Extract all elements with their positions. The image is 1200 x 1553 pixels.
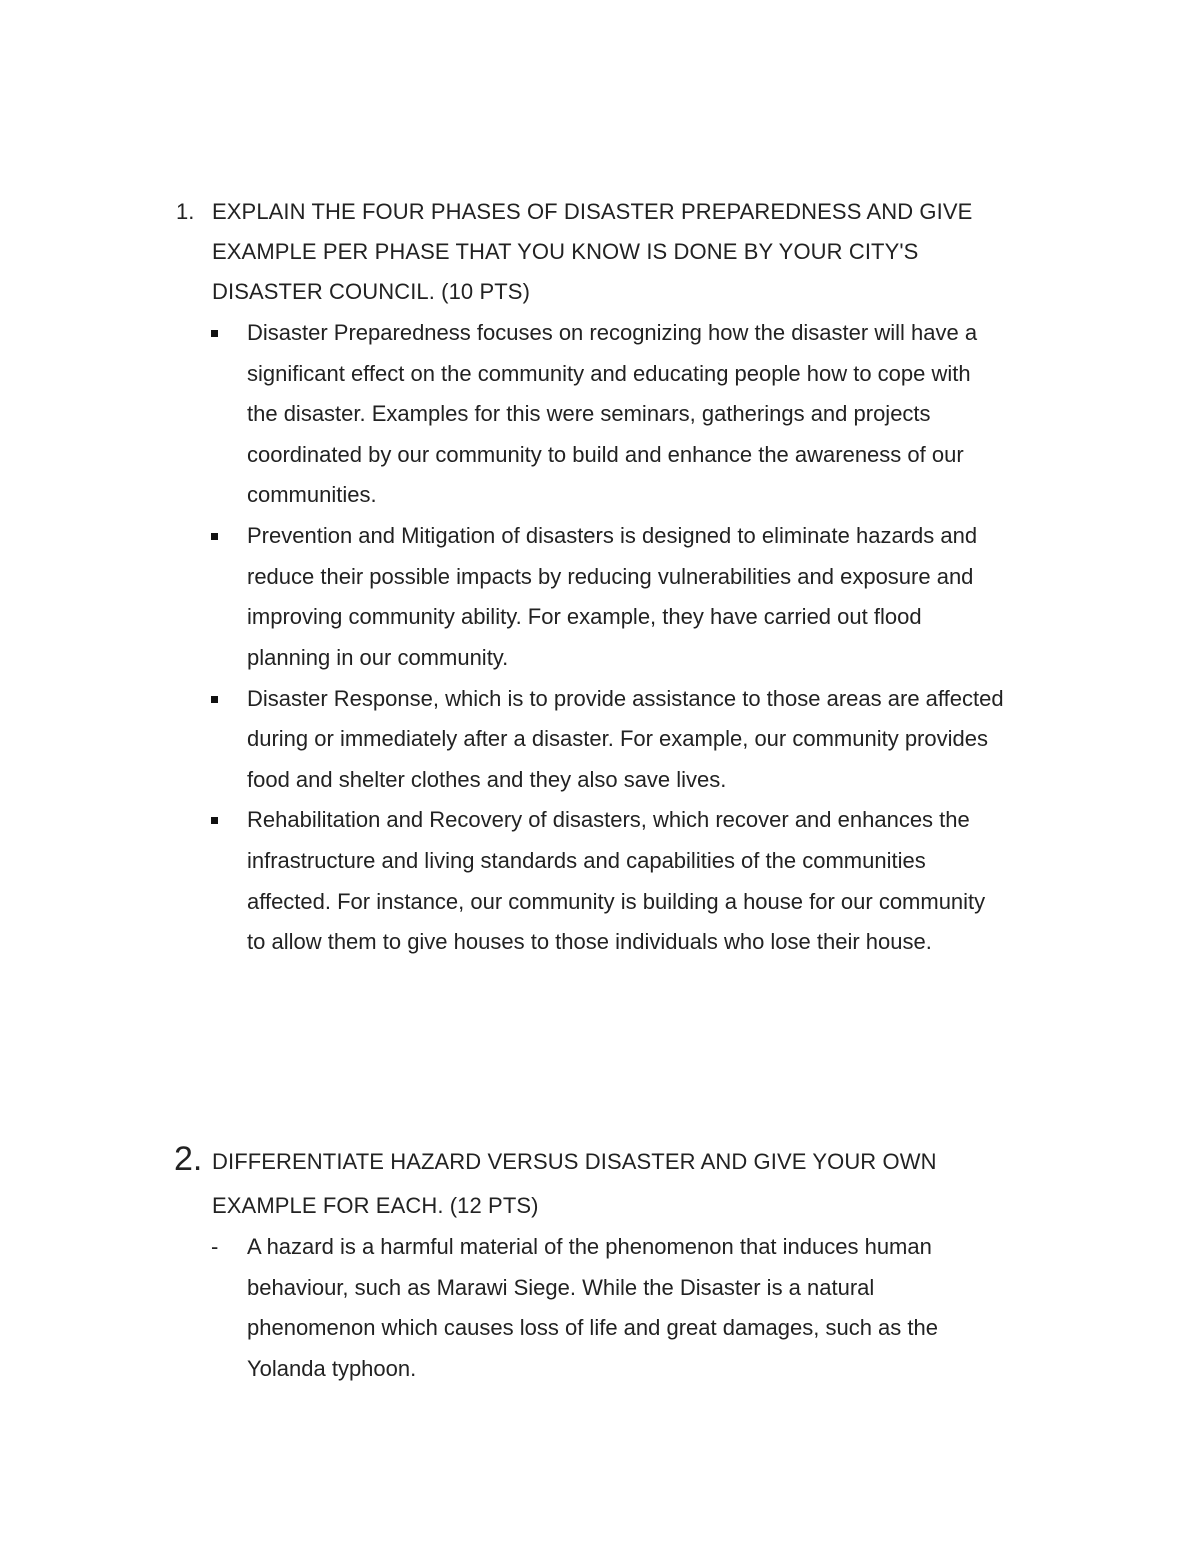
square-bullet-icon (211, 817, 218, 824)
question-1-line: EXPLAIN THE FOUR PHASES OF DISASTER PREPAREDNESS AND GIVE (212, 199, 973, 224)
bullet-1-line: significant effect on the community and educating people how to cope with (247, 361, 971, 386)
bullet-2-line: reduce their possible impacts by reducing vulnerabilities and exposure and (247, 564, 974, 589)
question-1-number: 1. (176, 199, 195, 224)
bullet-2-line: Prevention and Mitigation of disasters is designed to eliminate hazards and (247, 523, 978, 548)
square-bullet-icon (211, 696, 218, 703)
bullet-4-line: infrastructure and living standards and capabilities of the communities (247, 848, 926, 873)
bullet-3-line: during or immediately after a disaster. For example, our community provides (247, 726, 988, 751)
bullet-2-line: improving community ability. For example, they have carried out flood (247, 604, 922, 629)
bullet-3-line: food and shelter clothes and they also save lives. (247, 767, 727, 792)
question-2-line: DIFFERENTIATE HAZARD VERSUS DISASTER AND GIVE YOUR OWN (212, 1149, 937, 1174)
question-1-line: DISASTER COUNCIL. (10 PTS) (212, 279, 530, 304)
square-bullet-icon (211, 330, 218, 337)
bullet-4-line: to allow them to give houses to those individuals who lose their house. (247, 929, 932, 954)
bullet-1-line: the disaster. Examples for this were seminars, gatherings and projects (247, 401, 931, 426)
answer-2-line: phenomenon which causes loss of life and great damages, such as the (247, 1315, 938, 1340)
bullet-1-line: Disaster Preparedness focuses on recognizing how the disaster will have a (247, 320, 978, 345)
bullet-3-line: Disaster Response, which is to provide assistance to those areas are affected (247, 686, 1004, 711)
bullet-4-line: affected. For instance, our community is building a house for our community (247, 889, 986, 914)
question-2-line: EXAMPLE FOR EACH. (12 PTS) (212, 1193, 539, 1218)
answer-2-line: Yolanda typhoon. (247, 1356, 417, 1381)
answer-2-line: A hazard is a harmful material of the phenomenon that induces human (247, 1234, 932, 1259)
square-bullet-icon (211, 533, 218, 540)
bullet-4-line: Rehabilitation and Recovery of disasters, which recover and enhances the (247, 807, 970, 832)
answer-2-line: behaviour, such as Marawi Siege. While the Disaster is a natural (247, 1275, 875, 1300)
question-1-line: EXAMPLE PER PHASE THAT YOU KNOW IS DONE BY YOUR CITY'S (212, 239, 919, 264)
bullet-2-line: planning in our community. (247, 645, 509, 670)
question-2-number: 2. (174, 1140, 203, 1178)
bullet-1-line: communities. (247, 482, 377, 507)
bullet-1-line: coordinated by our community to build and enhance the awareness of our (247, 442, 964, 467)
dash-bullet: - (211, 1234, 219, 1259)
